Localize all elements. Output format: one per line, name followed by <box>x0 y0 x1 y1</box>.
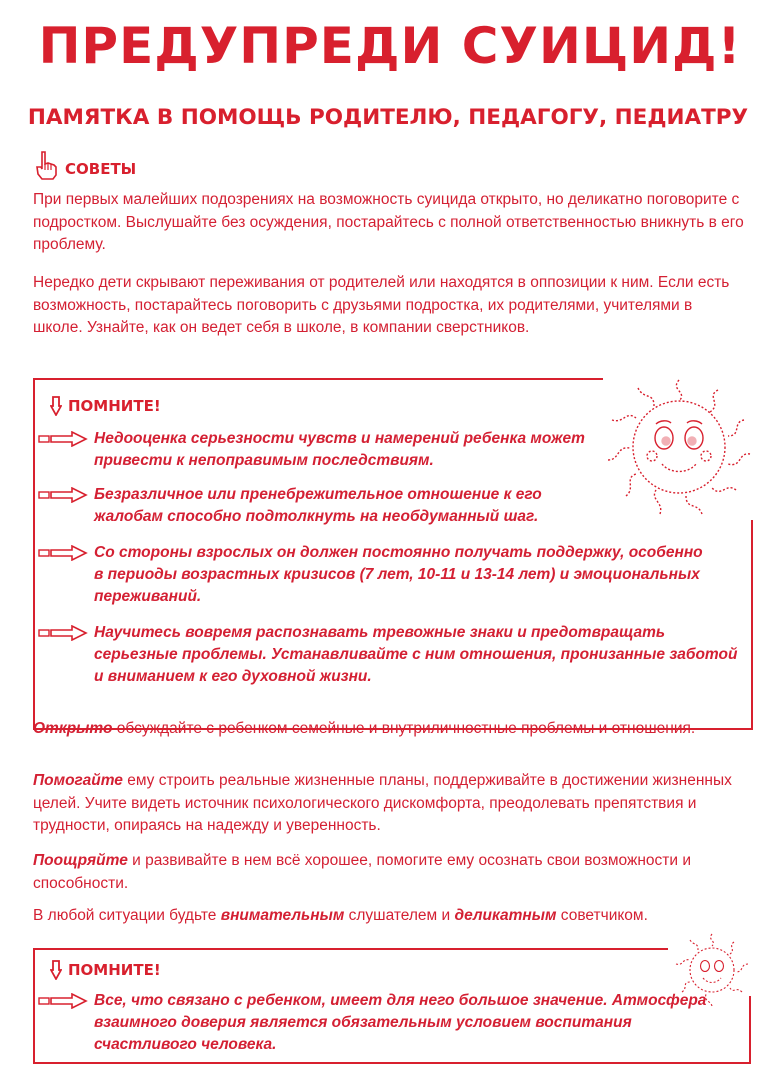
remember-1-item-text-2: Безразличное или пренебрежительное отношение к его жалобам способно подтолкнуть на необдуманный шаг. <box>94 486 542 525</box>
remember-1-item-text-4: Научитесь вовремя распознавать тревожные знаки и предотвращать серьезные проблемы. Устанавливайте с ним отношения, пронизанные заботой и вниманием к его духовной жизни. <box>94 624 738 685</box>
middle-paragraph-4-text-b: слушателем и <box>344 907 455 924</box>
remember-1-item <box>38 542 718 608</box>
emphasis-delicate: деликатным <box>454 907 557 924</box>
remember-box-2-bottom-border <box>33 1062 749 1064</box>
pointing-hand-icon <box>33 150 59 180</box>
advice-heading-row <box>33 150 136 180</box>
sun-illustration-small <box>670 928 754 1008</box>
remember-1-heading-row <box>50 396 161 416</box>
emphasis-help: Помогайте <box>33 772 123 789</box>
emphasis-attentive: внимательным <box>220 907 345 924</box>
advice-paragraph-2: Нередко дети скрывают переживания от родителей или находятся в оппозиции к ним. Если есть возможность, постарайтесь поговорить с друзьями подростка, их родителями, учителями в школе. Узнайте, как он ведет себя в школе, в компании сверстников. <box>33 274 730 336</box>
remember-1-heading: ПОМНИТЕ! <box>68 397 161 415</box>
remember-2-heading: ПОМНИТЕ! <box>68 961 161 979</box>
arrow-right-icon <box>38 993 88 1009</box>
middle-paragraph-3 <box>33 850 713 895</box>
down-arrow-icon <box>50 396 62 416</box>
remember-2-item <box>38 990 718 1056</box>
remember-1-item <box>38 428 598 472</box>
remember-1-item <box>38 484 598 528</box>
remember-1-item-text-1: Недооценка серьезности чувств и намерений ребенка может привести к непоправимым последствиям. <box>94 430 585 469</box>
middle-paragraph-2 <box>33 770 745 838</box>
emphasis-encourage: Поощряйте <box>33 852 128 869</box>
middle-paragraph-1 <box>33 718 733 741</box>
remember-2-item-text: Все, что связано с ребенком, имеет для него большое значение. Атмосфера взаимного доверия является обязательным условием воспитания счастливого человека. <box>94 992 707 1053</box>
page-title: ПРЕДУПРЕДИ СУИЦИД! <box>38 17 742 75</box>
sun-illustration-large <box>598 368 760 526</box>
remember-1-item-text-3: Со стороны взрослых он должен постоянно получать поддержку, особенно в периоды возрастных кризисов (7 лет, 10-11 и 13-14 лет) и эмоциональных переживаний. <box>94 544 703 605</box>
remember-1-item <box>38 622 738 688</box>
arrow-right-icon <box>38 487 88 503</box>
arrow-right-icon <box>38 625 88 641</box>
middle-paragraph-1-text: обсуждайте с ребенком семейные и внутриличностные проблемы и отношения. <box>112 720 696 737</box>
remember-box-1-top-border <box>33 378 603 380</box>
page-subtitle: ПАМЯТКА В ПОМОЩЬ РОДИТЕЛЮ, ПЕДАГОГУ, ПЕДИАТРУ <box>27 105 749 130</box>
arrow-right-icon <box>38 545 88 561</box>
middle-paragraph-4-text-a: В любой ситуации будьте <box>33 907 221 924</box>
remember-box-1-right-border <box>751 520 753 730</box>
middle-paragraph-3-text: и развивайте в нем всё хорошее, помогите ему осознать свои возможности и способности. <box>33 852 692 892</box>
remember-2-heading-row <box>50 960 161 980</box>
remember-box-2-left-border <box>33 948 35 1062</box>
middle-paragraph-4 <box>33 905 745 928</box>
emphasis-openly: Открыто <box>33 720 113 737</box>
down-arrow-icon <box>50 960 62 980</box>
remember-box-2-top-border <box>33 948 668 950</box>
arrow-right-icon <box>38 431 88 447</box>
middle-paragraph-2-text: ему строить реальные жизненные планы, поддерживайте в достижении жизненных целей. Учите видеть источник психологического дискомфорта, преодолевать препятствия и трудности, опираясь на надежду и уверенность. <box>33 772 732 834</box>
middle-paragraph-4-text-c: советчиком. <box>556 907 648 924</box>
advice-paragraph-1: При первых малейших подозрениях на возможность суицида открыто, но деликатно поговорите с подростком. Выслушайте без осуждения, постарайтесь с полной ответственностью вникнуть в его проблему. <box>33 191 744 253</box>
advice-heading: СОВЕТЫ <box>65 160 137 178</box>
